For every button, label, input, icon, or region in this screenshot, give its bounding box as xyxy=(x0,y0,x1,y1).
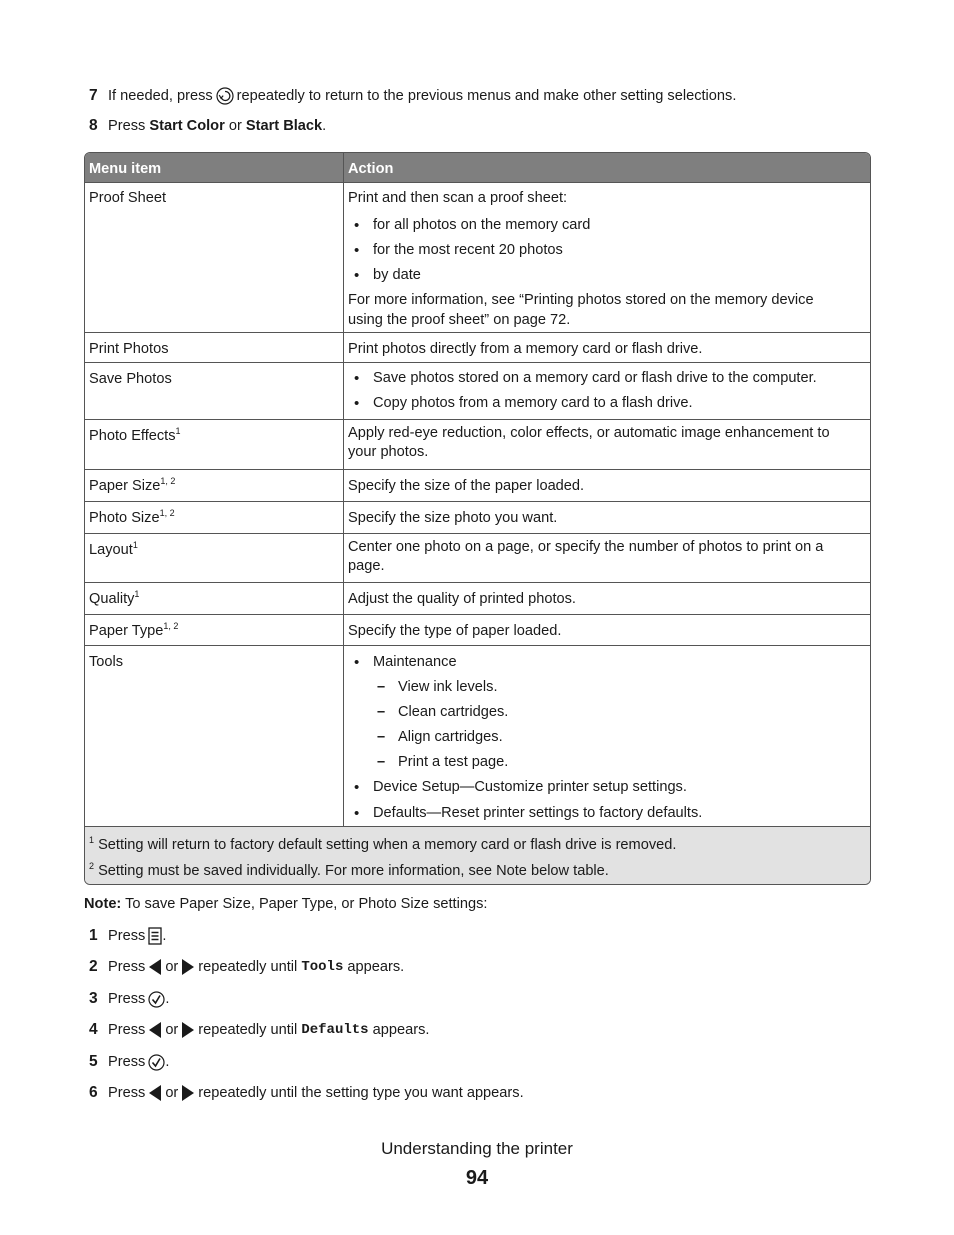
step-number: 6 xyxy=(89,1084,98,1101)
note xyxy=(84,896,487,912)
step-number: 4 xyxy=(89,1021,98,1038)
list-item: • Device Setup—Customize printer setup settings. xyxy=(348,775,866,800)
header-action: Action xyxy=(348,161,394,177)
note-text: To save Paper Size, Paper Type, or Photo Size settings: xyxy=(125,896,488,912)
sub-list-item: – Print a test page. xyxy=(348,750,866,775)
step-7 xyxy=(89,87,736,105)
step-2 xyxy=(89,958,404,976)
menu-item-photo-size xyxy=(89,508,337,528)
footnote-text: Setting will return to factory default setting when a memory card or flash drive is removed. xyxy=(98,837,677,853)
display-text-defaults: Defaults xyxy=(301,1022,369,1038)
step-text: Press xyxy=(108,1022,146,1038)
list-item: • for the most recent 20 photos xyxy=(348,238,866,263)
step-number: 5 xyxy=(89,1053,98,1070)
action-text: Specify the size photo you want. xyxy=(348,510,558,526)
step-text: Press xyxy=(108,991,146,1007)
footnote-ref: 1, 2 xyxy=(159,508,175,518)
step-1 xyxy=(89,927,166,945)
footnote-ref: 1, 2 xyxy=(160,476,176,486)
menu-item-save-photos: Save Photos xyxy=(89,371,172,387)
menu-item-photo-effects xyxy=(89,426,337,446)
start-black-label: Start Black xyxy=(245,118,323,134)
item-label: Layout xyxy=(89,542,133,558)
table-row xyxy=(85,501,870,534)
right-arrow-icon xyxy=(181,958,195,976)
footnote-ref: 1 xyxy=(175,426,181,436)
action-text: your photos. xyxy=(348,444,429,460)
footnote-ref: 1, 2 xyxy=(163,621,179,631)
left-arrow-icon xyxy=(148,1021,162,1039)
menu-item-layout xyxy=(89,540,337,560)
menu-item-quality xyxy=(89,589,337,609)
list-item: • by date xyxy=(348,263,866,288)
step-text: or xyxy=(165,1022,179,1038)
item-label: Paper Size xyxy=(89,478,161,494)
select-check-icon xyxy=(148,991,165,1008)
action-text: Specify the type of paper loaded. xyxy=(348,623,562,639)
step-text: . xyxy=(322,118,327,134)
table-row xyxy=(85,645,870,827)
step-text: appears. xyxy=(372,1022,430,1038)
footnote-mark: 2 xyxy=(89,861,95,871)
step-text: or xyxy=(165,1085,179,1101)
table-row xyxy=(85,533,870,583)
step-number: 7 xyxy=(89,87,98,104)
action-text: Adjust the quality of printed photos. xyxy=(348,591,576,607)
left-arrow-icon xyxy=(148,958,162,976)
action-text: Print and then scan a proof sheet: xyxy=(348,190,568,206)
table-header xyxy=(85,153,870,183)
menu-table xyxy=(84,152,871,885)
action-text: Print photos directly from a memory card or flash drive. xyxy=(348,341,703,357)
step-text: Press xyxy=(108,1085,146,1101)
header-menu-item: Menu item xyxy=(89,161,162,177)
footnote-2 xyxy=(89,861,609,881)
item-label: Quality xyxy=(89,591,135,607)
menu-item-paper-size xyxy=(89,476,337,496)
step-text: repeatedly until xyxy=(198,1022,298,1038)
display-text-tools: Tools xyxy=(301,959,344,975)
action-text: page. xyxy=(348,558,385,574)
list-item: • for all photos on the memory card xyxy=(348,213,866,238)
sub-list-item: – View ink levels. xyxy=(348,675,866,700)
step-6 xyxy=(89,1084,524,1102)
footnote-text: Setting must be saved individually. For more information, see Note below table. xyxy=(98,863,609,879)
menu-item-tools: Tools xyxy=(89,654,124,670)
select-check-icon xyxy=(148,1054,165,1071)
left-arrow-icon xyxy=(148,1084,162,1102)
step-text: . xyxy=(165,991,170,1007)
step-text: Press xyxy=(108,118,146,134)
sub-list-item: – Clean cartridges. xyxy=(348,700,866,725)
item-label: Photo Size xyxy=(89,510,160,526)
table-row xyxy=(85,182,870,332)
step-4 xyxy=(89,1021,429,1039)
menu-icon xyxy=(148,927,162,945)
step-text: repeatedly until xyxy=(198,959,298,975)
table-row xyxy=(85,614,870,646)
sub-list-item: – Align cartridges. xyxy=(348,725,866,750)
note-label: Note: xyxy=(84,896,122,912)
item-label: Photo Effects xyxy=(89,428,176,444)
footer-section-title: Understanding the printer xyxy=(381,1139,573,1158)
list-item: • Defaults—Reset printer settings to factory defaults. xyxy=(348,801,866,826)
step-number: 2 xyxy=(89,958,98,975)
step-text: Press xyxy=(108,959,146,975)
step-text: . xyxy=(165,1054,170,1070)
table-row xyxy=(85,362,870,420)
back-arrow-icon xyxy=(216,87,234,105)
step-5 xyxy=(89,1053,169,1071)
step-text: repeatedly until the setting type you want appears. xyxy=(198,1085,524,1101)
list-item: • Maintenance xyxy=(348,650,866,675)
table-row xyxy=(85,469,870,502)
menu-item-print-photos: Print Photos xyxy=(89,341,169,357)
step-8 xyxy=(89,117,326,135)
table-row xyxy=(85,332,870,363)
table-footnotes xyxy=(85,826,870,885)
step-text: . xyxy=(162,928,167,944)
start-color-label: Start Color xyxy=(149,118,225,134)
step-text: Press xyxy=(108,1054,146,1070)
right-arrow-icon xyxy=(181,1084,195,1102)
action-text: For more information, see “Printing photos stored on the memory device xyxy=(348,292,814,308)
footnote-ref: 1 xyxy=(134,589,140,599)
step-text: or xyxy=(228,118,242,134)
step-text: Press xyxy=(108,928,146,944)
step-text: appears. xyxy=(347,959,405,975)
footnote-ref: 1 xyxy=(132,540,138,550)
table-row xyxy=(85,419,870,470)
step-text: or xyxy=(165,959,179,975)
list-item: • Copy photos from a memory card to a flash drive. xyxy=(348,391,866,416)
right-arrow-icon xyxy=(181,1021,195,1039)
action-text: Specify the size of the paper loaded. xyxy=(348,478,585,494)
step-3 xyxy=(89,990,169,1008)
footnote-mark: 1 xyxy=(89,835,95,845)
step-number: 8 xyxy=(89,117,98,134)
footnote-1 xyxy=(89,835,676,855)
menu-item-paper-type xyxy=(89,621,337,641)
menu-item-proof-sheet: Proof Sheet xyxy=(89,190,167,206)
action-text: using the proof sheet” on page 72. xyxy=(348,312,571,328)
item-label: Paper Type xyxy=(89,623,164,639)
step-text: If needed, press xyxy=(108,88,213,104)
step-number: 3 xyxy=(89,990,98,1007)
table-row xyxy=(85,582,870,615)
list-item: • Save photos stored on a memory card or flash drive to the computer. xyxy=(348,366,866,391)
action-text: Apply red-eye reduction, color effects, or automatic image enhancement to xyxy=(348,425,830,441)
step-text: repeatedly to return to the previous menus and make other setting selections. xyxy=(236,88,737,104)
action-text: Center one photo on a page, or specify the number of photos to print on a xyxy=(348,539,824,555)
page-number: 94 xyxy=(465,1167,489,1189)
step-number: 1 xyxy=(89,927,98,944)
